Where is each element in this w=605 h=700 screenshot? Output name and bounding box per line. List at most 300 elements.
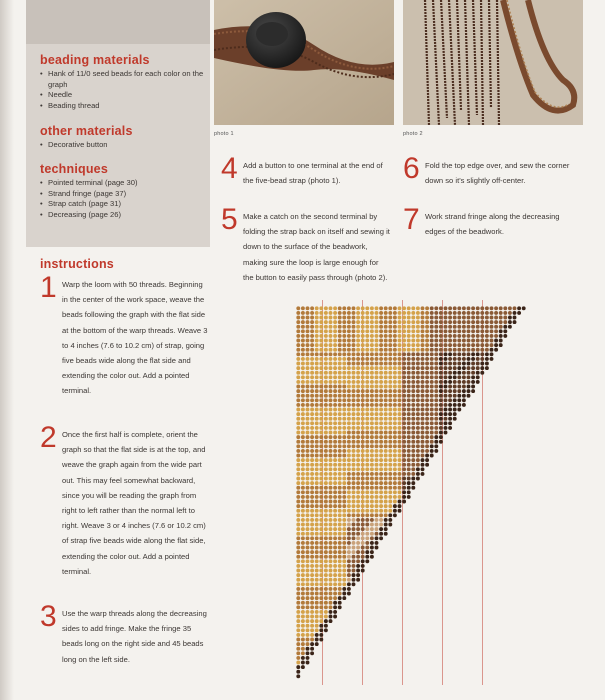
bead xyxy=(296,320,300,324)
bead xyxy=(329,380,333,384)
bead xyxy=(356,343,360,347)
bead xyxy=(324,385,328,389)
bead xyxy=(352,366,356,370)
bead xyxy=(333,454,337,458)
bead xyxy=(370,362,374,366)
bead xyxy=(356,366,360,370)
bead xyxy=(356,490,360,494)
bead xyxy=(421,444,425,448)
bead xyxy=(315,458,319,462)
bead xyxy=(393,440,397,444)
bead xyxy=(480,352,484,356)
bead xyxy=(319,394,323,398)
bead xyxy=(342,472,346,476)
bead xyxy=(338,541,342,545)
bead xyxy=(462,339,466,343)
bead xyxy=(306,518,310,522)
bead xyxy=(342,440,346,444)
bead xyxy=(503,320,507,324)
bead xyxy=(347,500,351,504)
bead xyxy=(296,509,300,513)
bead xyxy=(453,375,457,379)
bead xyxy=(301,417,305,421)
bead xyxy=(296,477,300,481)
bead xyxy=(416,329,420,333)
bead xyxy=(347,334,351,338)
bead xyxy=(421,454,425,458)
bead xyxy=(471,348,475,352)
bead xyxy=(388,500,392,504)
bead xyxy=(319,343,323,347)
bead xyxy=(467,357,471,361)
bead xyxy=(453,343,457,347)
bead xyxy=(319,532,323,536)
bead xyxy=(453,325,457,329)
bead xyxy=(398,454,402,458)
bead xyxy=(365,550,369,554)
bead xyxy=(342,500,346,504)
bead xyxy=(356,440,360,444)
bead xyxy=(310,509,314,513)
bead xyxy=(333,316,337,320)
bead xyxy=(402,412,406,416)
bead xyxy=(319,628,323,632)
bead xyxy=(296,435,300,439)
bead xyxy=(324,357,328,361)
bead xyxy=(329,477,333,481)
bead xyxy=(416,320,420,324)
bead xyxy=(306,578,310,582)
bead xyxy=(375,518,379,522)
bead xyxy=(301,403,305,407)
bead xyxy=(306,458,310,462)
bead xyxy=(384,509,388,513)
bead xyxy=(421,306,425,310)
bead xyxy=(319,633,323,637)
bead xyxy=(402,385,406,389)
bead xyxy=(329,339,333,343)
bead xyxy=(421,389,425,393)
bead xyxy=(361,564,365,568)
bead xyxy=(499,306,503,310)
bead xyxy=(315,638,319,642)
bead xyxy=(315,527,319,531)
bead xyxy=(329,440,333,444)
bead xyxy=(370,555,374,559)
bead xyxy=(513,320,517,324)
bead xyxy=(421,463,425,467)
bead xyxy=(375,320,379,324)
bead xyxy=(416,343,420,347)
bead xyxy=(448,352,452,356)
bead xyxy=(411,316,415,320)
bead xyxy=(310,339,314,343)
bead xyxy=(319,477,323,481)
bead xyxy=(301,582,305,586)
bead xyxy=(388,311,392,315)
bead xyxy=(333,435,337,439)
bead xyxy=(315,564,319,568)
bead xyxy=(319,306,323,310)
bead xyxy=(393,352,397,356)
bead xyxy=(398,371,402,375)
bead xyxy=(324,578,328,582)
bead xyxy=(434,398,438,402)
bead xyxy=(352,417,356,421)
bead xyxy=(329,426,333,430)
bead xyxy=(315,444,319,448)
bead xyxy=(467,371,471,375)
bead xyxy=(352,431,356,435)
bead xyxy=(370,343,374,347)
bead xyxy=(402,500,406,504)
bead xyxy=(411,467,415,471)
bead xyxy=(365,343,369,347)
bead xyxy=(296,357,300,361)
bead xyxy=(315,348,319,352)
bead xyxy=(319,619,323,623)
bead xyxy=(310,412,314,416)
bead xyxy=(485,348,489,352)
bead xyxy=(370,454,374,458)
bead xyxy=(352,311,356,315)
bead xyxy=(333,592,337,596)
bead xyxy=(324,536,328,540)
bead xyxy=(347,569,351,573)
bead xyxy=(352,541,356,545)
bead xyxy=(453,398,457,402)
bead xyxy=(310,495,314,499)
bead xyxy=(306,587,310,591)
bead xyxy=(416,348,420,352)
bead xyxy=(319,541,323,545)
bead xyxy=(384,362,388,366)
bead xyxy=(319,536,323,540)
bead xyxy=(425,440,429,444)
bead xyxy=(347,477,351,481)
bead xyxy=(324,527,328,531)
bead xyxy=(384,472,388,476)
bead xyxy=(388,412,392,416)
bead xyxy=(347,467,351,471)
bead xyxy=(384,398,388,402)
bead xyxy=(467,320,471,324)
bead xyxy=(370,444,374,448)
bead xyxy=(393,343,397,347)
bead xyxy=(329,320,333,324)
bead xyxy=(434,316,438,320)
bead xyxy=(476,320,480,324)
bead xyxy=(430,352,434,356)
bead xyxy=(384,357,388,361)
bead xyxy=(310,587,314,591)
bead xyxy=(315,624,319,628)
bead xyxy=(324,389,328,393)
bead xyxy=(310,573,314,577)
bead xyxy=(421,366,425,370)
bead xyxy=(306,417,310,421)
bead xyxy=(499,339,503,343)
bead xyxy=(425,320,429,324)
bead xyxy=(384,385,388,389)
bead xyxy=(402,440,406,444)
bead xyxy=(471,334,475,338)
bead xyxy=(388,417,392,421)
bead xyxy=(388,495,392,499)
bead xyxy=(494,343,498,347)
bead xyxy=(306,348,310,352)
bead xyxy=(306,408,310,412)
bead xyxy=(310,619,314,623)
bead xyxy=(467,339,471,343)
bead xyxy=(301,601,305,605)
bead xyxy=(476,316,480,320)
bead xyxy=(329,348,333,352)
bead xyxy=(347,546,351,550)
bead xyxy=(361,362,365,366)
bead xyxy=(329,495,333,499)
bead xyxy=(306,426,310,430)
bead xyxy=(315,385,319,389)
bead xyxy=(388,426,392,430)
bead xyxy=(301,500,305,504)
bead xyxy=(411,477,415,481)
bead xyxy=(333,546,337,550)
bead xyxy=(296,426,300,430)
bead xyxy=(522,306,526,310)
bead xyxy=(352,500,356,504)
bead xyxy=(310,596,314,600)
bead xyxy=(430,375,434,379)
bead xyxy=(361,444,365,448)
bead xyxy=(315,642,319,646)
bead xyxy=(370,352,374,356)
bead xyxy=(315,357,319,361)
bead xyxy=(347,306,351,310)
bead xyxy=(342,559,346,563)
bead xyxy=(388,421,392,425)
bead xyxy=(375,527,379,531)
bead xyxy=(319,523,323,527)
bead xyxy=(384,311,388,315)
bead xyxy=(407,329,411,333)
bead xyxy=(416,412,420,416)
bead xyxy=(338,339,342,343)
bead xyxy=(416,371,420,375)
bead xyxy=(471,362,475,366)
bead xyxy=(430,316,434,320)
bead xyxy=(306,592,310,596)
bead xyxy=(421,431,425,435)
bead xyxy=(448,357,452,361)
bead xyxy=(329,454,333,458)
bead xyxy=(315,504,319,508)
bead xyxy=(356,467,360,471)
bead xyxy=(338,449,342,453)
bead xyxy=(315,325,319,329)
bead xyxy=(421,408,425,412)
bead xyxy=(430,320,434,324)
bead xyxy=(398,426,402,430)
bead xyxy=(453,339,457,343)
step-text: Once the first half is complete, orient the graph so that the flat side is at the top, and weave the graph again from the wide part out. This may feel somewhat backward, since you will be reading the graph from right to left rather than the normal left to right. Weave 3 or 4 inches (7.6 or 10.2 cm) of strap five beads wide along the flat side, extending the color out. Add a pointed terminal. xyxy=(62,430,206,576)
bead xyxy=(310,569,314,573)
bead xyxy=(467,389,471,393)
bead xyxy=(416,311,420,315)
bead xyxy=(333,371,337,375)
bead xyxy=(347,550,351,554)
bead xyxy=(476,343,480,347)
bead xyxy=(388,408,392,412)
bead xyxy=(379,504,383,508)
bead xyxy=(457,398,461,402)
bead xyxy=(301,431,305,435)
bead xyxy=(301,306,305,310)
bead xyxy=(365,329,369,333)
bead xyxy=(457,343,461,347)
bead xyxy=(384,334,388,338)
bead xyxy=(375,454,379,458)
bead xyxy=(393,408,397,412)
bead xyxy=(384,375,388,379)
bead xyxy=(324,569,328,573)
bead xyxy=(347,339,351,343)
bead xyxy=(439,408,443,412)
bead xyxy=(411,394,415,398)
bead xyxy=(379,375,383,379)
bead xyxy=(342,348,346,352)
bead xyxy=(310,578,314,582)
bead xyxy=(421,357,425,361)
step-number: 5 xyxy=(221,203,238,236)
bead xyxy=(421,398,425,402)
bead xyxy=(393,329,397,333)
bead xyxy=(338,486,342,490)
bead xyxy=(319,467,323,471)
bead xyxy=(402,426,406,430)
bead xyxy=(347,495,351,499)
bead xyxy=(393,398,397,402)
bead xyxy=(319,564,323,568)
bead xyxy=(306,316,310,320)
bead xyxy=(471,320,475,324)
sidebar-band xyxy=(26,0,210,44)
bead xyxy=(407,426,411,430)
bead xyxy=(296,573,300,577)
bead xyxy=(333,513,337,517)
bead xyxy=(356,362,360,366)
bead xyxy=(319,375,323,379)
bead xyxy=(421,352,425,356)
bead xyxy=(315,605,319,609)
bead xyxy=(352,316,356,320)
bead xyxy=(324,311,328,315)
bead xyxy=(352,348,356,352)
bead xyxy=(398,472,402,476)
bead xyxy=(310,431,314,435)
bead xyxy=(356,334,360,338)
bead xyxy=(365,316,369,320)
bead xyxy=(310,592,314,596)
bead xyxy=(453,362,457,366)
bead xyxy=(296,458,300,462)
bead xyxy=(430,403,434,407)
bead xyxy=(361,394,365,398)
bead xyxy=(439,421,443,425)
bead xyxy=(513,316,517,320)
bead xyxy=(342,389,346,393)
bead xyxy=(444,375,448,379)
bead xyxy=(434,339,438,343)
bead xyxy=(499,311,503,315)
bead xyxy=(352,334,356,338)
bead xyxy=(375,477,379,481)
bead xyxy=(388,454,392,458)
bead xyxy=(338,513,342,517)
bead xyxy=(370,316,374,320)
bead xyxy=(407,408,411,412)
bead xyxy=(296,417,300,421)
bead xyxy=(310,638,314,642)
bead xyxy=(384,352,388,356)
bead xyxy=(365,467,369,471)
bead xyxy=(301,398,305,402)
bead xyxy=(402,472,406,476)
bead xyxy=(329,352,333,356)
bead xyxy=(338,398,342,402)
bead xyxy=(375,486,379,490)
bead xyxy=(329,582,333,586)
bead xyxy=(434,348,438,352)
bead xyxy=(329,500,333,504)
bead xyxy=(407,463,411,467)
bead xyxy=(490,316,494,320)
bead xyxy=(384,380,388,384)
bead xyxy=(421,435,425,439)
bead xyxy=(393,366,397,370)
bead xyxy=(342,343,346,347)
bead xyxy=(329,403,333,407)
bead xyxy=(296,670,300,674)
bead xyxy=(361,532,365,536)
bead xyxy=(398,352,402,356)
bead xyxy=(324,329,328,333)
bead xyxy=(375,417,379,421)
bead xyxy=(485,320,489,324)
bead xyxy=(361,426,365,430)
bead xyxy=(306,440,310,444)
bead xyxy=(448,375,452,379)
bead xyxy=(388,518,392,522)
bead xyxy=(342,408,346,412)
bead xyxy=(333,564,337,568)
bead xyxy=(347,389,351,393)
bead xyxy=(416,306,420,310)
bead xyxy=(476,325,480,329)
bead xyxy=(319,638,323,642)
bead xyxy=(347,440,351,444)
bead xyxy=(324,495,328,499)
step-2 xyxy=(40,421,210,579)
bead xyxy=(379,311,383,315)
bead xyxy=(379,454,383,458)
bead xyxy=(370,527,374,531)
bead xyxy=(310,366,314,370)
bead xyxy=(356,564,360,568)
bead xyxy=(361,458,365,462)
bead xyxy=(388,509,392,513)
bead xyxy=(306,412,310,416)
